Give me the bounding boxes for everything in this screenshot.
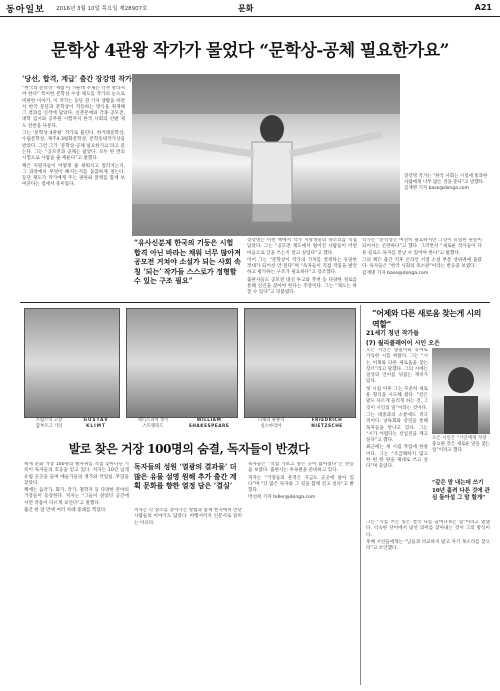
- paragraph: 출판사들도 공모전 대신 투고와 추천 등 다양한 경로를 통해 신인을 찾아야 한다는 주장이다. 그는 “제도는 바꿀 수 있다”고 덧붙였다.: [247, 277, 357, 296]
- page-number: A21: [474, 3, 492, 12]
- travel-body-left: [134, 508, 242, 684]
- paragraph: 그는 “시를 쓰는 일은 결국 나를 들여다보는 일”이라고 말했다. 익숙한 단어에서 낯선 의미를 찾아내는 것이 그의 방식이다.: [366, 520, 490, 538]
- paragraph: 그는 ‘문학상 4관왕’ 작가로 불린다. 한겨레문학상, 수림문학상, 제주4·3평화문학상, 문학동네작가상을 받았다. 그런 그가 ‘문학상-공채 필요한가요’라고 묻는다. 그는 “공모전과 공채는 닮았다. 모두 한 번의 시험으로 사람을 줄 세운다”고 말했다.: [22, 131, 125, 162]
- masthead: [0, 0, 500, 17]
- thumb-photo-1: [24, 308, 120, 418]
- top-body-left: [22, 86, 125, 296]
- thumb-photo-3: [244, 308, 356, 418]
- paragraph: 책에는 음악가, 화가, 작가, 철학자 등 다양한 분야의 거장들이 등장한다. 저자는 “그들이 살았던 공간에 서면 작품이 다르게 보인다”고 말했다.: [24, 488, 129, 506]
- top-subhead: ‘당선, 합격, 계급’ 출간 장강명 작가: [22, 74, 132, 83]
- column-divider: [360, 305, 361, 685]
- paragraph: 최근에는 새 시집 작업에 한창이다. 그는 “조급해하지 않고 한 편 한 편을 제대로 쓰고 싶다”며 웃었다.: [366, 445, 428, 470]
- thumb-photo-2: [126, 308, 238, 418]
- byline: 김재명 기자 base@donga.com: [362, 271, 429, 277]
- top-body-right: [362, 238, 482, 298]
- paragraph: 작가는 “문학상은 여전히 필요하지만 그것이 유일한 관문이 되어서는 곤란하다”고 했다. 그러면서 “새로운 작가들이 다른 길로도 독자를 만날 수 있어야 한다”고 말했다.: [362, 238, 482, 256]
- paragraph: 저자는 “거장들의 흔적은 지금도 곳곳에 살아 있다”며 “더 많은 독자와 그 길을 함께 걷고 싶다”고 밝혔다.: [248, 475, 354, 494]
- section-divider: [20, 302, 490, 303]
- poet-series: (7) 월리콜레어어 시인 오은: [366, 340, 440, 347]
- thumb-caption-2: 셰익스피어 생가 스트랫퍼드: [137, 418, 169, 429]
- thumb-name-1: GUSTAV KLIMT: [83, 418, 109, 429]
- newspaper-logo: 동아일보: [6, 5, 45, 15]
- top-pull-quote: “유사신분제 한국의 기둥은 시험 합격 아닌 바라는 채워 너무 많아져 공모전 거쳐야 소설가 되는 사회 속칭 ‘되는’ 작가들 스스로가 정형할 수 있는 구조 필요”: [134, 238, 241, 285]
- poet-photo-caption: 오은 시인은 “시인에게 가장 중요한 것은 새로운 말을 찾는 일”이라고 했다.: [432, 436, 490, 453]
- poet-kicker: 21세기 청년 작가들: [366, 330, 420, 337]
- poet-photo: [432, 348, 490, 434]
- paragraph: 세계 문화 거장 100명의 발자취를 직접 찾아다닌 기록이 독자들의 호응을 얻고 있다. 저자는 10년 넘게 유럽 곳곳을 돌며 예술가들의 생가와 작업실, 무덤을 찾았다.: [24, 462, 129, 486]
- paragraph: 후배 시인들에게는 “남들과 비교하지 말고 자기 목소리를 찾으라”고 조언했다.: [366, 539, 490, 552]
- poet-body: [366, 348, 428, 478]
- byline: 박선희 기자 teller@donga.com: [248, 495, 316, 501]
- paragraph: 출간 한 달 만에 여러 차례 중쇄를 찍었다.: [24, 508, 107, 514]
- top-headline: 문학상 4관왕 작가가 물었다 “문학상-공체 필요한가요”: [51, 41, 449, 61]
- poet-portrait-icon: [432, 348, 490, 434]
- author-figure-icon: [132, 74, 400, 236]
- paragraph: 그의 책은 출간 직후 온라인 서점 소설 부문 상위권에 올랐다. 독자들은 “한국 사회의 축소판”이라는 반응을 보였다.: [362, 257, 482, 270]
- paragraph: 책은 지원자들이 어떻게 줄 세워지고 걸러지는지, 그 과정에서 무엇이 빠지는지를 꼼꼼하게 짚는다. 등단 제도가 작가에게 주는 권위와 굴레를 함께 보여준다는 점에서 흥미롭다.: [22, 163, 125, 188]
- paragraph: 저자는 각 장소를 찾아가는 방법과 함께 현지에서 만난 사람들의 이야기도 담았다. 여행서이자 인문서로 읽히는 이유다.: [134, 508, 242, 526]
- paragraph: “한국의 문학상 ‘제법’이 가운데 주제는 너무 달라져야 한다” 특이한 문학상 수상 제도를 작가의 눈으로 비판한 이야기. 이 작가는 등단 전 기자 생활을 하면서 한국 문단과 문학상이 작동하는 방식을 취재해 그 결과를 신작에 담았다. 신춘문예와 각종 공모전, 대학 입시와 공무원 시험까지 한국 사회의 선발 제도 전반을 다룬다.: [22, 86, 125, 129]
- author-photo-caption: 장강명 작가는 “한국 사회는 시험에 통과한 사람에게 너무 많은 것을 준다”고 말했다. 김재명 기자 base@donga.com: [404, 174, 488, 191]
- travel-body-right: [248, 462, 354, 684]
- poet-headline: “어제와 다른 새로움 찾는게 시의 역할”: [372, 308, 482, 329]
- paragraph: 오은 시인은 말놀이와 유머로 가득한 시를 써왔다. 그는 “시는 어제와 다른 새로움을 찾는 장르”라고 말했다. 그의 시에는 일상의 언어를 뒤집는 재치가 있다.: [366, 348, 428, 385]
- paragraph: 첫 시집 이후 그는 꾸준히 새로운 형식을 시도해 왔다. “같은 말도 다르게 들리게 하는 것, 그것이 시인의 일”이라는 것이다.: [366, 386, 428, 411]
- thumb-caption-1: 브람스의 고향 함부르크 거리: [35, 418, 63, 429]
- issue-meta: 2016년 3월 10일 목요일 제28907호: [56, 6, 148, 12]
- poet-pull-quote: “같은 말 내는데 쓰기 10년 흘려 다른 것에 관심 돌아설 그 말 할게”: [432, 480, 490, 501]
- author-photo: [132, 74, 400, 236]
- top-body-mid: [247, 238, 357, 298]
- section-name: 문화: [238, 3, 254, 13]
- paragraph: 독자들은 “직접 가보고 싶은 곳이 많아졌다”는 반응을 보였다. 출판사는 후속편을 준비하고 있다.: [248, 462, 354, 474]
- travel-pull-quote: 독자들의 성원 ‘열광의 결과물’ 더 많은 유물 설명 원해 추가 출간 계획 문화를 향한 열정 담은 ‘결실’: [134, 462, 237, 490]
- thumb-name-3: FRIEDRICH NIETZSCHE: [311, 418, 343, 429]
- paragraph: 장강명은 이번 책에서 작가 지망생들의 목소리를 직접 담았다. 그는 “공모전 제도에서 떨어진 사람들이 어떤 마음으로 글을 쓰는지 알고 싶었다”고 했다.: [247, 238, 357, 256]
- thumb-caption-3: 니체의 휴양지 실스마리아: [257, 418, 285, 429]
- paragraph: 그는 대중과의 소통에도 적극적이다. 낭독회와 강연을 통해 독자들을 만나고 있다. 그는 “시가 어렵다는 선입견을 깨고 싶다”고 했다.: [366, 412, 428, 444]
- travel-lead: [24, 462, 129, 684]
- travel-headline: 발로 찾은 거장 100명의 숨결, 독자들이 반겼다: [68, 442, 310, 456]
- poet-body-2: [366, 520, 490, 680]
- paragraph: 이어 그는 “문학상이 작가의 가치를 결정하는 유일한 잣대가 되어선 안 된다”며 “독자들이 직접 작품을 발견하고 평가하는 구조가 필요하다”고 강조했다.: [247, 257, 357, 276]
- thumb-name-2: WILLIAM SHAKESPEARE: [188, 418, 230, 429]
